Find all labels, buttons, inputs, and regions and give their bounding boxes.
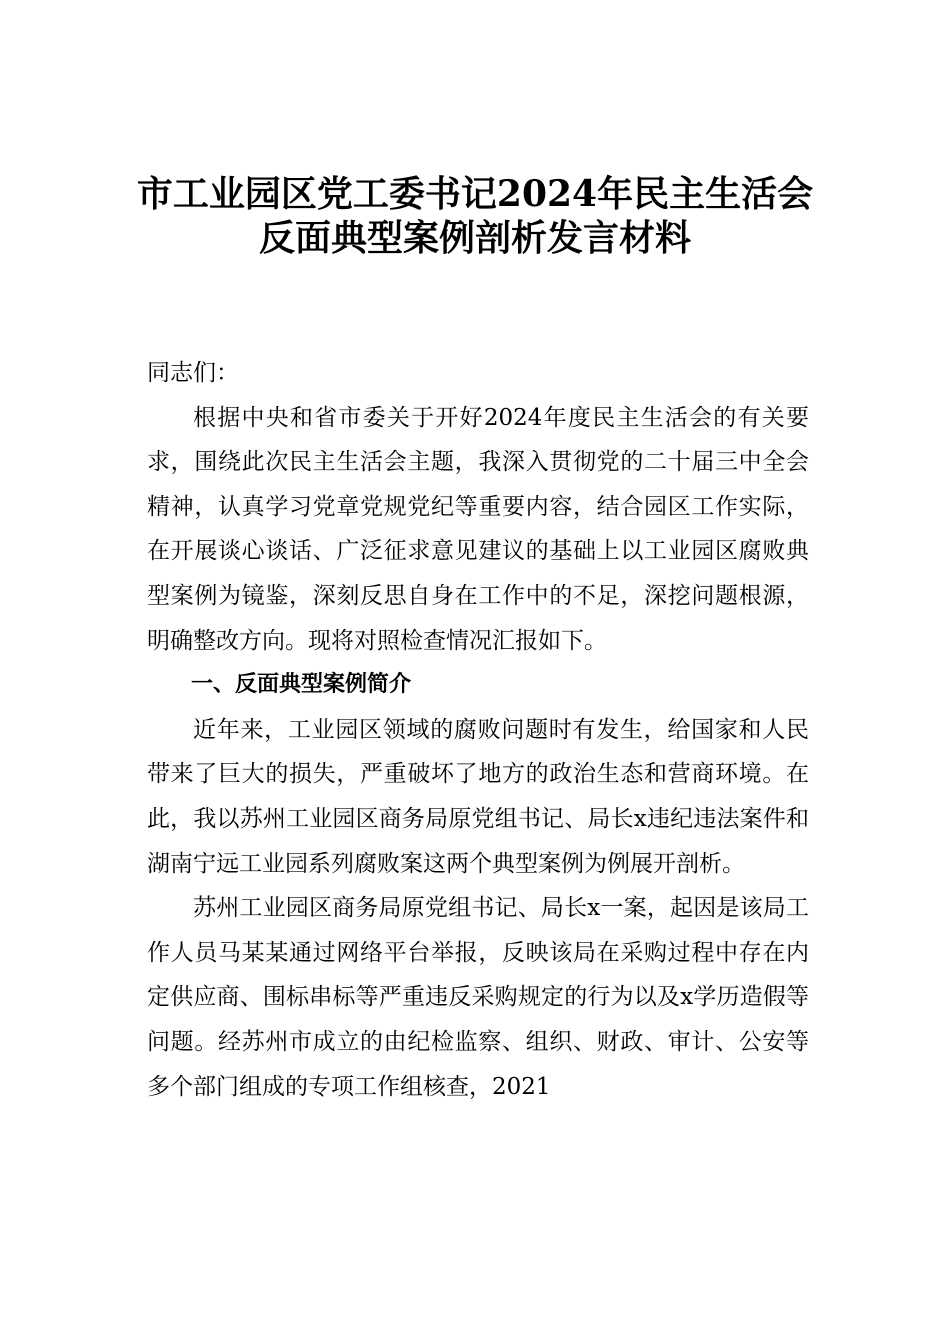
document-title-line-2: 反面典型案例剖析发言材料 xyxy=(258,217,691,259)
section-heading: 一、反面典型案例简介 xyxy=(191,672,412,698)
document-title-line-1: 市工业园区党工委书记2024年民主生活会 xyxy=(136,173,814,215)
salutation: 同志们： xyxy=(147,360,239,386)
section-paragraph-2: 苏州工业园区商务局原党组书记、局长x一案，起因是该局工作人员马某某通过网络平台举报，反映该局在采购过程中存在内定供应商、围标串标等严重违反采购规定的行为以及x学历造假等问题。经苏州市成立的由纪检监察、组织、财政、审计、公安等多个部门组成的专项工作组核查，2021 xyxy=(147,895,809,1100)
section-paragraph-1: 近年来，工业园区领域的腐败问题时有发生，给国家和人民带来了巨大的损失，严重破坏了地方的政治生态和营商环境。在此，我以苏州工业园区商务局原党组书记、局长x违纪违法案件和湖南宁远工业园系列腐败案这两个典型案例为例展开剖析。 xyxy=(147,716,809,877)
intro-paragraph: 根据中央和省市委关于开好2024年度民主生活会的有关要求，围绕此次民主生活会主题，我深入贯彻党的二十届三中全会精神，认真学习党章党规党纪等重要内容，结合园区工作实际，在开展谈心谈话、广泛征求意见建议的基础上以工业园区腐败典型案例为镜鉴，深刻反思自身在工作中的不足，深挖问题根源，明确整改方向。现将对照检查情况汇报如下。 xyxy=(147,404,809,654)
document-body xyxy=(147,351,809,1109)
